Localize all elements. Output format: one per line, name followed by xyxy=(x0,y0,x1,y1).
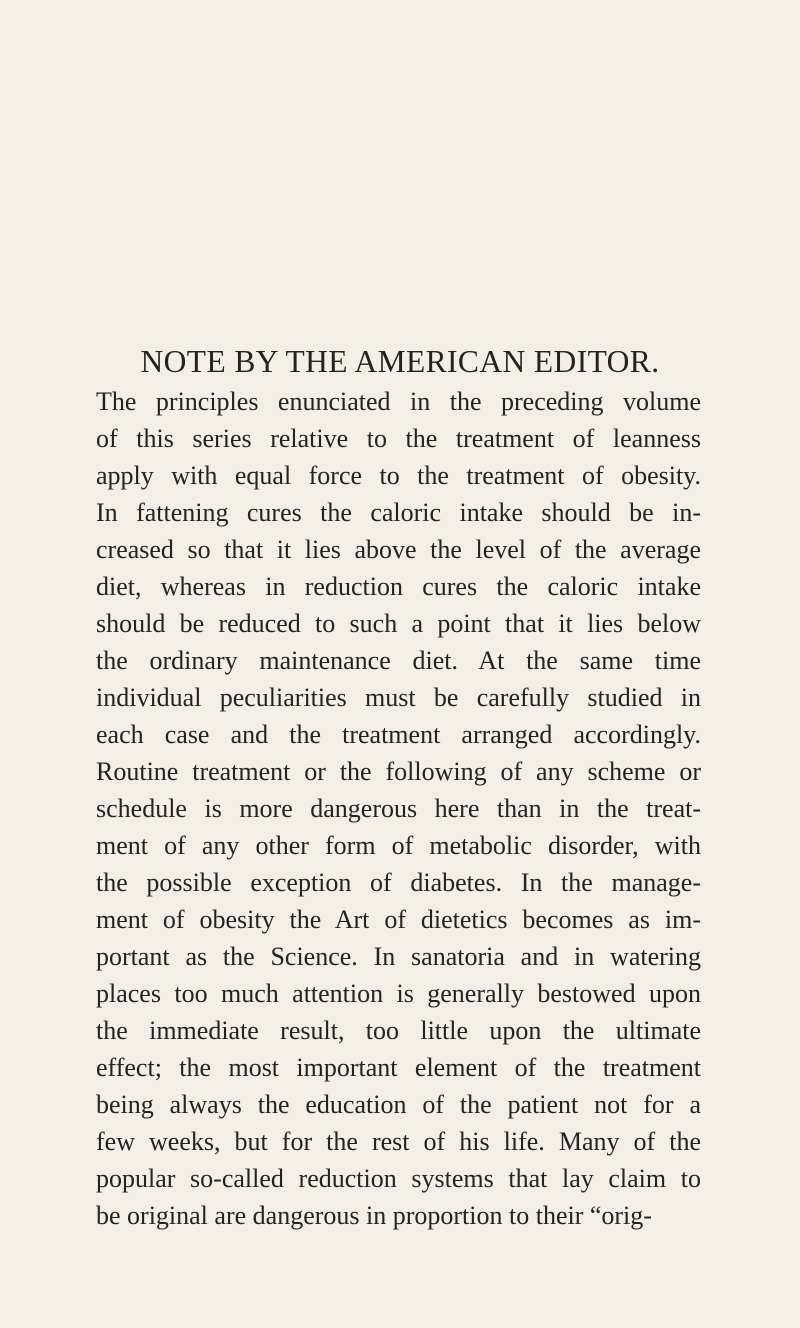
text-line: In fattening cures the caloric intake should be in- xyxy=(96,498,701,527)
text-line: ment of obesity the Art of dietetics becomes as im- xyxy=(96,905,701,934)
text-line: schedule is more dangerous here than in the treat- xyxy=(96,794,701,823)
text-line: popular so-called reduction systems that lay claim to xyxy=(96,1164,701,1193)
text-line: portant as the Science. In sanatoria and in watering xyxy=(96,942,701,971)
text-line: individual peculiarities must be carefully studied in xyxy=(96,683,701,712)
text-line: each case and the treatment arranged accordingly. xyxy=(96,720,701,749)
text-line: the immediate result, too little upon the ultimate xyxy=(96,1016,701,1045)
text-line: the ordinary maintenance diet. At the same time xyxy=(96,646,701,675)
text-line: The principles enunciated in the preceding volume xyxy=(96,387,701,416)
text-line: being always the education of the patient not for a xyxy=(96,1090,701,1119)
text-line: ment of any other form of metabolic disorder, with xyxy=(96,831,701,860)
text-line: of this series relative to the treatment of leanness xyxy=(96,424,701,453)
text-line: Routine treatment or the following of any scheme or xyxy=(96,757,701,786)
text-line: creased so that it lies above the level of the average xyxy=(96,535,701,564)
text-line: be original are dangerous in proportion to their “orig- xyxy=(96,1201,652,1230)
text-line: diet, whereas in reduction cures the caloric intake xyxy=(96,572,701,601)
section-heading: NOTE BY THE AMERICAN EDITOR. xyxy=(140,344,660,379)
text-line: apply with equal force to the treatment of obesity. xyxy=(96,461,701,490)
text-line: places too much attention is generally bestowed upon xyxy=(96,979,701,1008)
text-line: effect; the most important element of the treatment xyxy=(96,1053,701,1082)
text-line: the possible exception of diabetes. In the manage- xyxy=(96,868,701,897)
text-line: few weeks, but for the rest of his life. Many of the xyxy=(96,1127,701,1156)
text-line: should be reduced to such a point that it lies below xyxy=(96,609,701,638)
